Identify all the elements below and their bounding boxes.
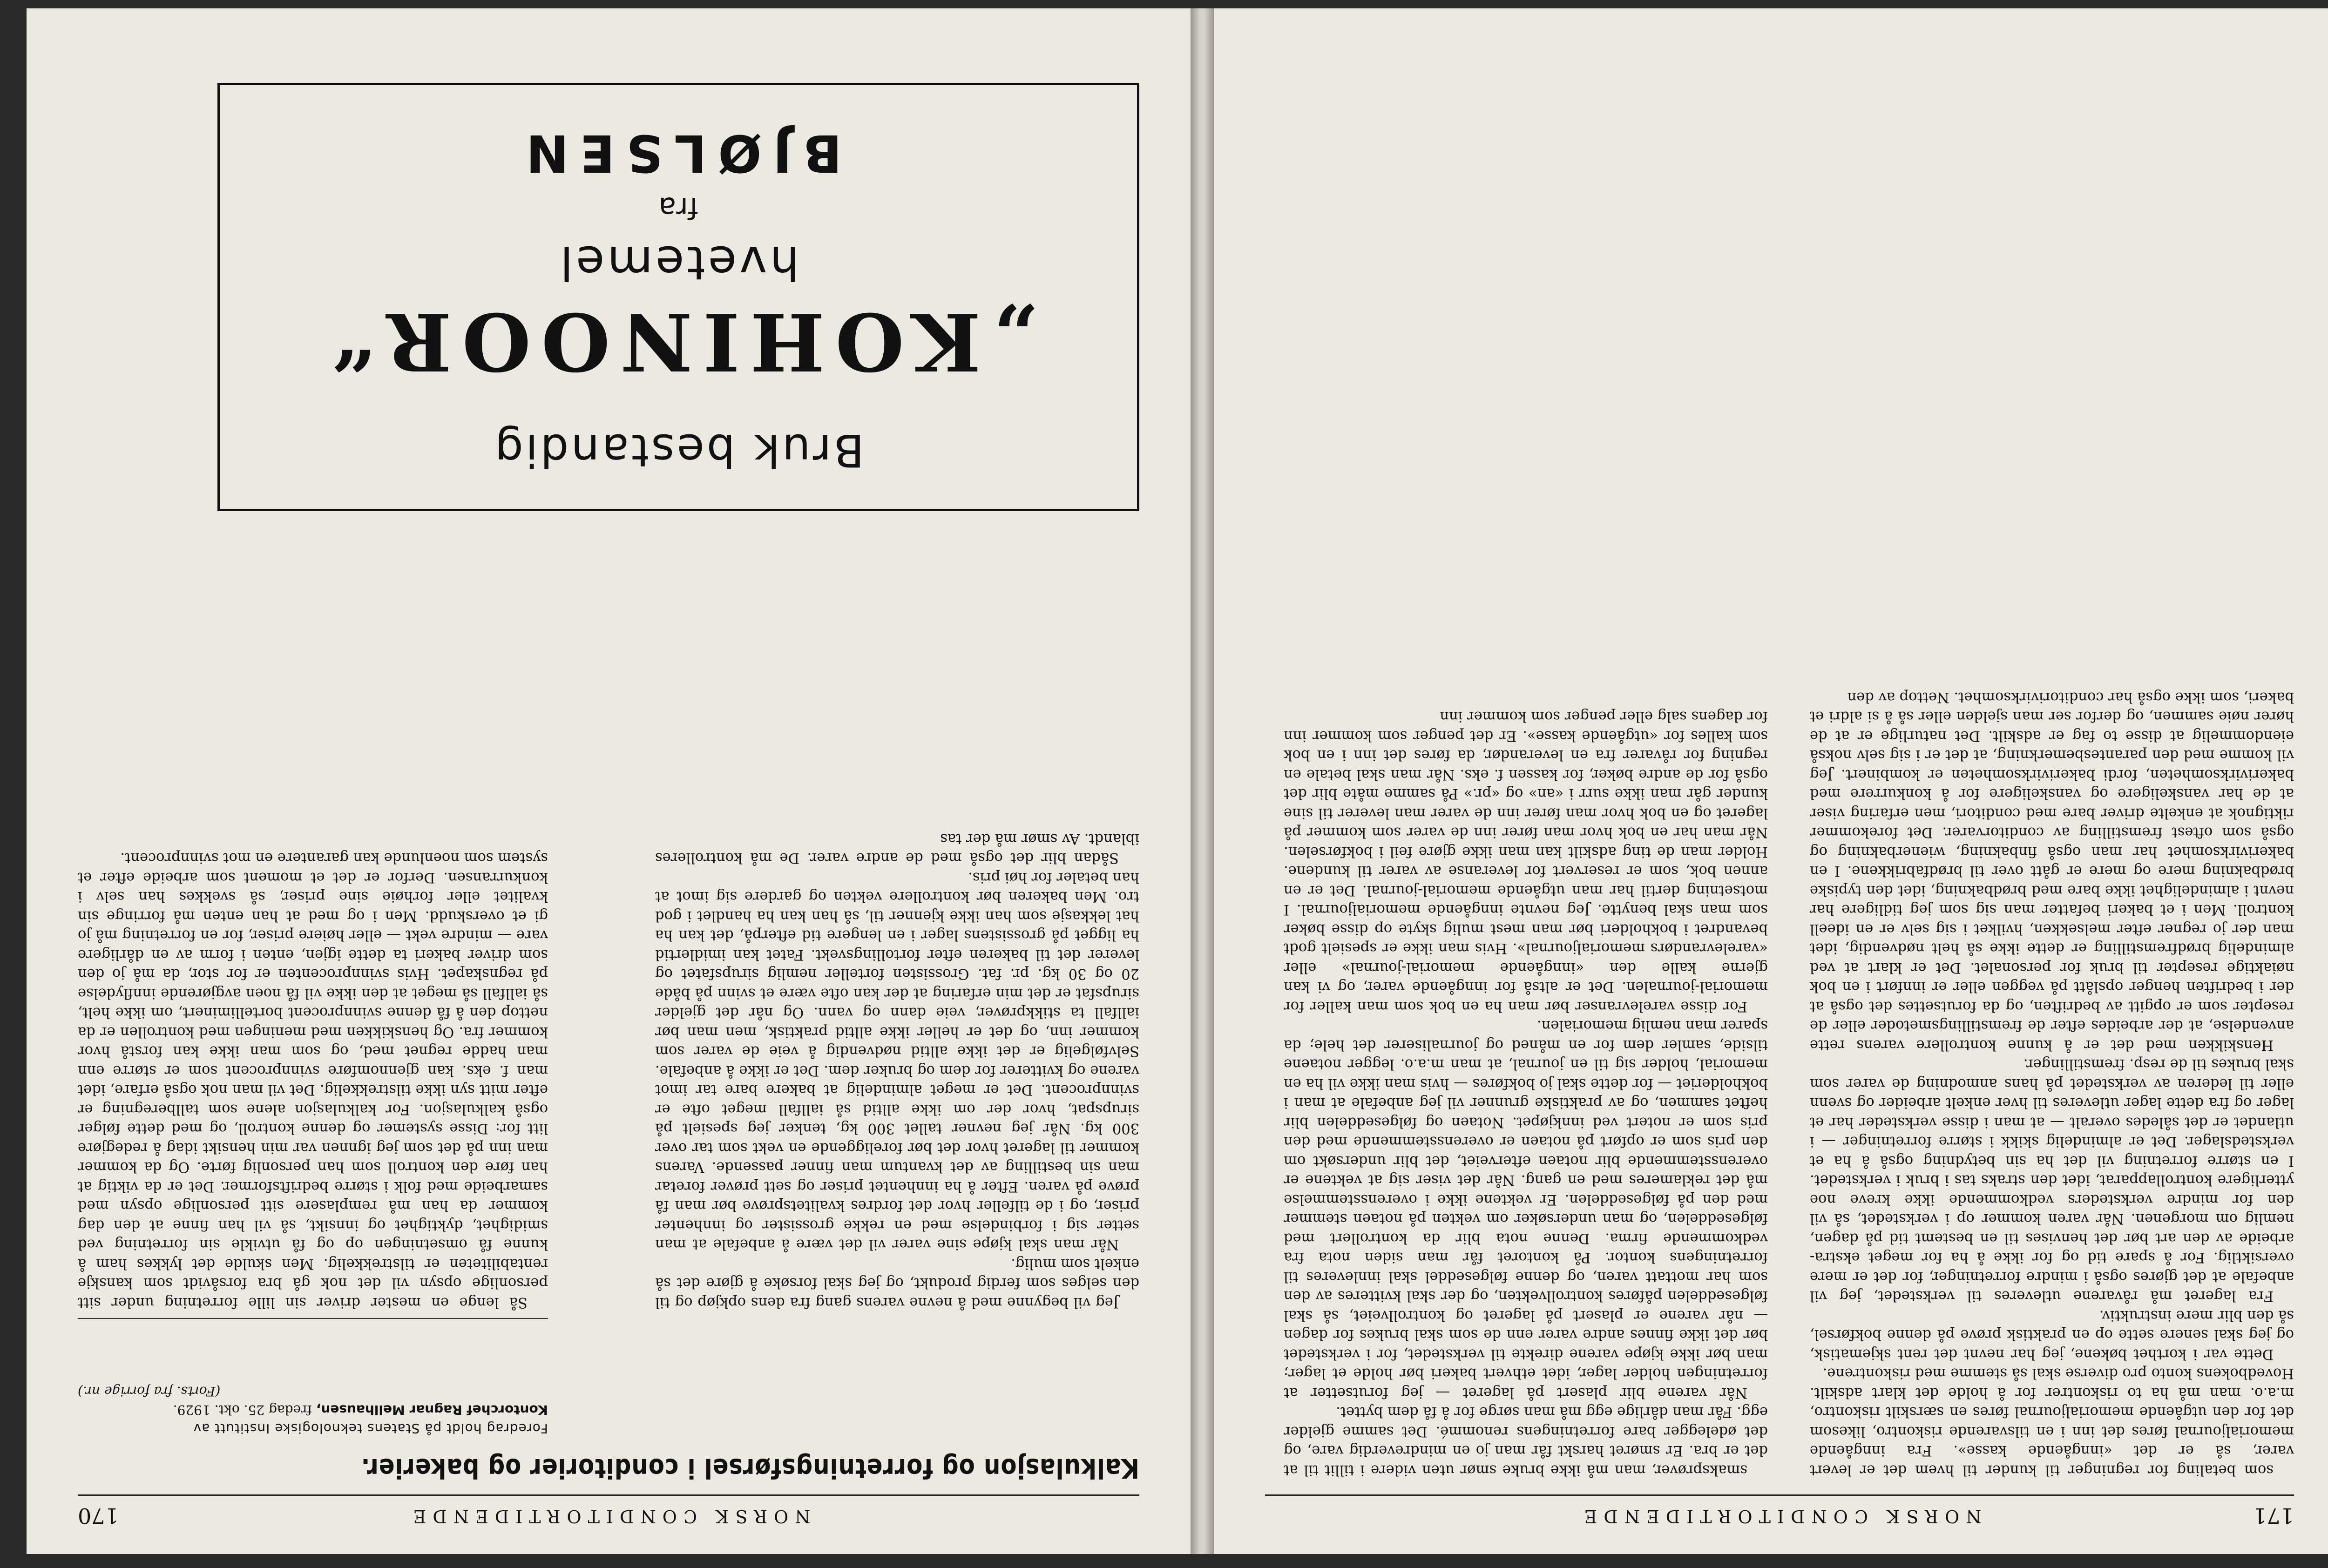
byline-rule xyxy=(78,1318,548,1319)
running-title: NORSK CONDITORTIDENDE xyxy=(1577,1506,1982,1527)
ad-brand: „KOHINOOR“ xyxy=(320,295,1037,388)
text-column-1 xyxy=(1810,688,2294,1480)
running-header xyxy=(78,1500,1139,1528)
ad-from: fra xyxy=(658,191,698,225)
article-byline xyxy=(78,1382,548,1438)
paragraph: Sådan blir det også med de andre varer. De må kontrolleres iblandt. Av smør må der tas xyxy=(655,831,1139,866)
page-number: 170 xyxy=(78,1503,119,1528)
ad-mill: BJØLSEN xyxy=(514,123,842,183)
flour-advertisement xyxy=(217,83,1139,511)
running-header xyxy=(1265,1500,2294,1528)
paragraph: Henskikken med det er å kunne kontrollere varens rette anvendelse, at der arbeides efter de fremstillingsmetoder eller de resepter som er opgitt av bedriften, og da forutsettes det også at der i bedriften henger opslått på veggen eller er innført i en bok nøiaktige resepter til bruk for personalet. Det er klart at ved almindelig brødfremstilling er dette ikke så helt nødvendig, idet man der jo regner efter melsekken, hvilket i sig selv er en ideell kontroll. Men i et bakeri befatter man sig som jeg tidligere har nevnt i almindelighet ikke bare med brødbakning, idet den typiske brødbakning mere og mere er gått over til brødfabrikkene. I en bakerivirksomhet har man også finbakning, wienerbakning og også som oftest fremstilling av conditorvarer. Det forekommer riktignok at enkelte driver bare med conditori, men erfaring viser at de har vanskeligere og vanskeligere for å konkurrere med bakerivirksomheten, fordi bakerivirksomheten er kombinert. Jeg vil komme med den parantesbemerkning, at det er i sig selv nokså eiendommelig at disse to fag er adskilt. Det naturlige er at de hører nøie sammen, og derfor ser man sjelden eller så å si aldri et bakeri, som ikke også har conditorivirksomhet. Nettop av den xyxy=(1810,689,2294,1053)
paragraph: Dette var i korthet bøkene, jeg har nevnt det rent skjematisk, og jeg skal senere sette op en praktisk prøve på denne bokførsel, så den blir mere instruktiv. xyxy=(1810,1307,2294,1362)
text-column-1 xyxy=(78,848,548,1312)
page-right xyxy=(27,8,1191,1554)
continued-note: (Forts. fra forrige nr.) xyxy=(78,1384,221,1399)
running-title: NORSK CONDITORTIDENDE xyxy=(406,1506,811,1527)
paragraph: For disse varelevranser bør man ha en bok som man kaller for memorial-journalen. Det er altså for inngående varer, og vi kan gjerne kalle den «inngående memorial-journal» eller «varelevrandørs memorialjournal». Hvis man ikke er spesielt godt bevandret i bokholderi bør man mest mulig skyte op disse bøker som man skal benytte. Jeg nevnte inngående memorialjournal. I motsetning dertil har man utgående memorial-journal. Det er en annen bok, som er reservert for leveranse av varer til kundene. Holder man de ting adskilt kan man ikke gjøre feil i bokførselen. Når man har en bok hvor man fører inn de varer som kommer på lageret og en bok hvor man fører inn de varer man leverer til sine kunder går man ikke surr i «an» og «pr.» På samme måte blir det også for de andre bøker, for kassen f. eks. Når man skal betale en regning for råvarer fra en leverandør, da føres det inn i en bok som kalles for «utgående kasse». Er det penger som kommer inn for dagens salg eller penger som kommer inn xyxy=(1284,708,1768,1014)
lecture-date: fredag 25. okt. 1929. xyxy=(173,1402,312,1418)
paragraph: Så lenge en mester driver sin lille forretning under sitt personlige opsyn vil det nok gå bra forsåvidt som kanskje rentabiliteten er tilstrekkelig. Men skulde det lykkes ham å kunne få omsetningen op og få utvikle sin forretning ved smidighet, dyktighet og innsikt, så vil han finne at den dag kommer da han må remplasere sitt personlige opsyn med samarbeide med folk i større bedriftsformer. Det er da viktig at han føre den kontroll som han personlig førte. Og da kommer man inn på det som jeg ignnen var min hensikt idag å redegjøre litt for: Disse systemer og denne kontroll, og med dette følger også kalkulasjon. For kalkulasjon alene som tallberegning er efter mitt syn ikke tilstrekkelig. Det vil man nok også erfare, idet man f. eks. kan gjennomføre svinnprocent som er større enn man hadde regnet med, og som man ikke kan forstå hvor kommer fra. Og henskikken med meningen med kontrollen er da nettop den å få denne svinnprocent bortelliminert, om ikke helt, så iallfall så meget at den ikke vil få noen avgjørende innflydelse på regnskapet. Hvis svinnprocenten er for stor, da må jo den som driver bakeri ta dette igjen, enten i form av en dårligere vare — mindre vekt — eller høiere priser, for en forretning må jo gi et overskudd. Men i og med at han enten må forringe sin kvalitet eller forhøie sine priser, så svekkes han selv i konkurransen. Derfor er det et moment som arbeide efter et system som noenlunde kan garantere en mot svinnprocent. xyxy=(78,850,548,1311)
page-number: 171 xyxy=(2253,1503,2294,1528)
byline-author xyxy=(78,1400,548,1419)
text-column-2 xyxy=(655,829,1139,1312)
paragraph: som betaling for regninger til kunder til hvem det er levert varer, så er det «inngående kasse». Fra inngående memorialjournal føres det inn i en tilsvarende riskontro, likesom det for den utgående memorialjournal føres en særskilt riskontro, m.a.o. man må ha to riskontrer for å holde det klart adskilt. Hovedbokens konto pro diverse skal så stemme med riskontrene. xyxy=(1810,1365,2294,1478)
ad-product: hvetemel xyxy=(557,236,799,290)
paragraph: Jeg vil begynne med å nevne varens gang fra dens opkjøp og til den selges som ferdig produkt, og jeg skal forsøke å gjøre det så enkelt som mulig. xyxy=(655,1256,1139,1311)
page-left xyxy=(1214,8,2328,1554)
byline-intro: Foredrag holdt på Statens teknologiske Institutt av xyxy=(193,1421,548,1436)
article-title: Kalkulasjon og forretningsførsel i conditorier og bakerier. xyxy=(360,1453,1139,1484)
ad-line-1: Bruk bestandig xyxy=(492,424,865,476)
book-gutter xyxy=(1191,8,1214,1554)
paragraph: Når varene blir plasert på lageret — jeg forutsetter at forretningen holder lager, idet ethvert bakeri bør holde et lager; man bør ikke kjøpe varene direkte til verkstedet, for i verkstedet bør det ikke finnes andre varer enn de som skal brukes for dagen — når varene er plasert på lageret og kontrollveiet, så skal følgeseddelen påføres kontrollvekten, og der skal kvitteres av den som har mottatt varen, og denne følgeseddel skal innleveres til forretningens kontor. På kontoret får man siden nota fra vedkommende firma. Denne nota blir da kontrollert med følgeseddelen, og man undersøker om vekten på notaen stemmer med den på følgeseddelen. Er vektene ikke i overensstemmelse må det reklameres med en gang. Når det viser sig at vektene er overensstemmende blir notaen efterveiet, det blir undersøkt om den pris som er opført på notaen er overensstemmende med den pris som er notert ved innkjøpet. Notaen og følgeseddelen blir heftet sammen, og av praktiske grunner vil jeg anbefale at man i bokholderiet — for dette skal jo bokføres — hvis man ikke vil ha en memorial, holder sig til en journal, at man m.a.o. legger notaene tilside, samler dem for en måned og journaliserer det hele; da sparer man nemlig memorialen. xyxy=(1284,1017,1768,1401)
header-rule xyxy=(78,1494,1139,1496)
author-name: Kontorchef Ragnar Mellhausen, xyxy=(316,1402,548,1418)
header-rule xyxy=(1265,1494,2294,1496)
text-column-2 xyxy=(1284,707,1768,1480)
paragraph: Når man skal kjøpe sine varer vil det være å anbefale at man setter sig i forbindelse med en rekke grossister og innhenter priser, og i de tilfeller hvor det fordres kvalitetsprøve bør man få prøve på varen. Efter å ha innhentet priser og sett prøver foretar man sin bestilling av det kvantum man finner passende. Varens kommer til lageret hvor det bør foreliggende en vekt som tar over 300 kg. Når jeg nevner tallet 300 kg, tenker jeg spesielt på sirupspat, hvor der om ikke alltid så iallfall meget ofte er svinnprocent. Det er meget almindelig at bakere bare tar imot varene og kvitterer for dem og bruker dem. Det er ikke å anbefale. Selvfølgelig er det ikke alltid nødvendig å veie de varer som kommer inn, og det er heller ikke alltid praktisk, men man bør iallfall ta stikkprøver, veie dann og vann. Og når det gjelder sirupsfat er det min erfaring at der kan ofte være et svinn på både 20 og 30 kg. pr. fat. Grossisten forteller nemlig sirupsfatet og leverer det til bakeren efter fortollingsvekt. Fatet kan imidlertid ha ligget på grossistens lager i en lengere tid efterpå, det kan ha hat lekkasje som han ikke kjenner til, så han kan ha handlet i god tro. Men bakeren bør kontrollere vekten og gardere sig imot at han betaler for høi pris. xyxy=(655,869,1139,1253)
paragraph: Fra lageret må råvarene utleveres til verkstedet, jeg vil anbefale at det gjøres også i mindre forretninger, for det er mere oversiktlig. For å spare tid og for ikke å ha for meget ekstra-arbeide av den art bør det henvises til en bestemt tid på dagen, nemlig om morgenen. Når varen kommer op i verkstedet, så vil den for mindre verksteders vedkommende ikke kreve noe ytterligere kontrollapparat, idet den straks tas i bruk i verkstedet. I en større forretning vil det ha sin betydning også å ha et verkstedslager. Det er almindelig skikk i større forretninger — i utlandet er det således overalt — at man i disse verksteder har et lager og fra dette lager utleveres til hver enkelt arbeider og svenn eller til lederen av verkstedet på hans anmodning de varer som skal brukes til de resp. fremstillinger. xyxy=(1810,1056,2294,1304)
paragraph: smaksprøver, man må ikke bruke smør uten videre i tillit til at det er bra. Er smøret harskt får man jo en mindreverdig vare, og det ødelegger bare forretningens renommé. Det samme gjelder egg. Får man dårlige egg må man sørge for å få dem byttet. xyxy=(1284,1404,1768,1478)
